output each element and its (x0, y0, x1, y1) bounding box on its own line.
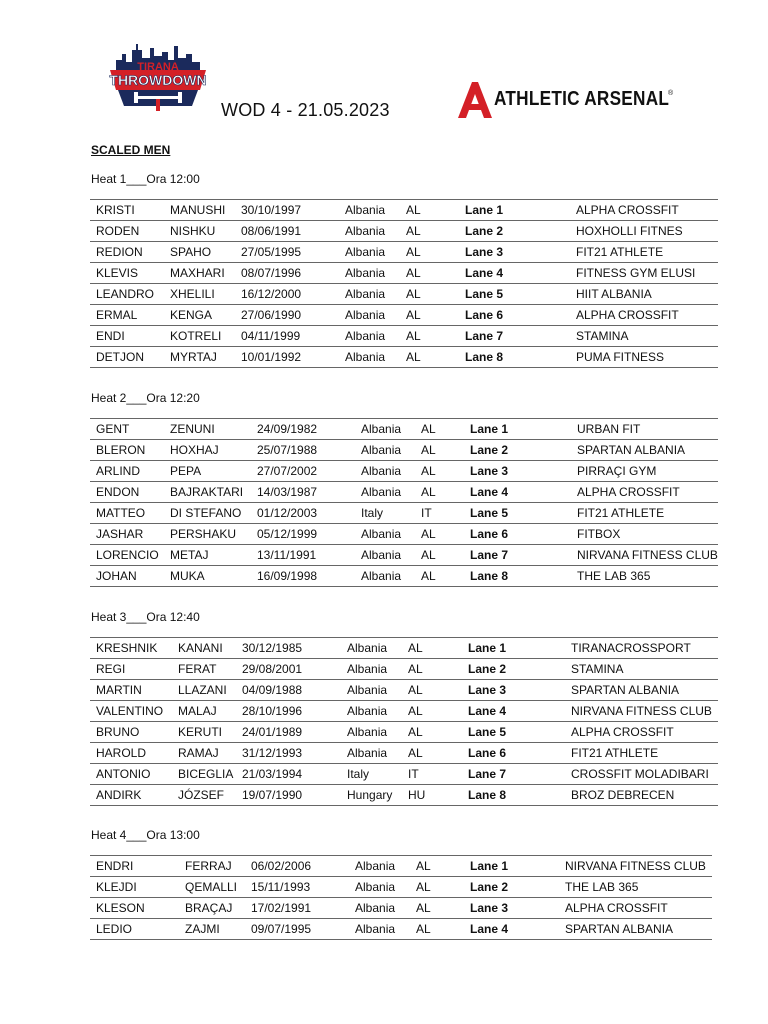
cell-code: AL (406, 308, 421, 322)
cell-last: BICEGLIA (178, 767, 234, 781)
cell-club: ALPHA CROSSFIT (571, 725, 674, 739)
cell-first: ENDON (96, 485, 140, 499)
cell-dob: 10/01/1992 (241, 350, 302, 364)
cell-lane: Lane 3 (465, 245, 504, 259)
cell-country: Albania (347, 746, 388, 760)
athletic-arsenal-a-icon (458, 80, 492, 120)
cell-country: Albania (345, 245, 386, 259)
cell-first: BRUNO (96, 725, 140, 739)
cell-lane: Lane 5 (468, 725, 507, 739)
cell-country: Albania (345, 203, 386, 217)
table-row (90, 722, 718, 743)
table-row (90, 347, 718, 368)
cell-dob: 24/01/1989 (242, 725, 303, 739)
cell-club: TIRANACROSSPORT (571, 641, 691, 655)
cell-last: KOTRELI (170, 329, 222, 343)
cell-lane: Lane 8 (465, 350, 504, 364)
cell-country: Albania (347, 662, 388, 676)
cell-first: KRESHNIK (96, 641, 158, 655)
cell-lane: Lane 1 (468, 641, 507, 655)
heat-3-title: Heat 3___Ora 12:40 (91, 610, 200, 624)
cell-last: LLAZANI (178, 683, 227, 697)
cell-lane: Lane 2 (470, 880, 509, 894)
cell-country: Albania (347, 683, 388, 697)
cell-code: AL (406, 266, 421, 280)
cell-lane: Lane 4 (468, 704, 507, 718)
cell-dob: 04/09/1988 (242, 683, 303, 697)
table-row (90, 524, 718, 545)
cell-dob: 08/06/1991 (241, 224, 302, 238)
cell-code: AL (416, 901, 431, 915)
cell-country: Albania (361, 527, 402, 541)
cell-dob: 05/12/1999 (257, 527, 318, 541)
cell-dob: 29/08/2001 (242, 662, 303, 676)
cell-lane: Lane 3 (468, 683, 507, 697)
cell-first: HAROLD (96, 746, 147, 760)
cell-last: KENGA (170, 308, 213, 322)
cell-country: Albania (347, 641, 388, 655)
cell-club: NIRVANA FITNESS CLUB (565, 859, 706, 873)
cell-first: ERMAL (96, 308, 138, 322)
cell-dob: 01/12/2003 (257, 506, 318, 520)
cell-last: MANUSHI (170, 203, 226, 217)
cell-last: QEMALLI (185, 880, 238, 894)
cell-club: FIT21 ATHLETE (576, 245, 664, 259)
cell-first: LEDIO (96, 922, 133, 936)
cell-code: AL (416, 922, 431, 936)
cell-dob: 27/05/1995 (241, 245, 302, 259)
cell-first: VALENTINO (96, 704, 164, 718)
cell-club: PUMA FITNESS (576, 350, 665, 364)
cell-country: Albania (361, 569, 402, 583)
cell-country: Albania (355, 880, 396, 894)
cell-dob: 06/02/2006 (251, 859, 312, 873)
cell-first: ANTONIO (96, 767, 151, 781)
cell-first: KLESON (96, 901, 145, 915)
cell-country: Albania (347, 725, 388, 739)
cell-last: MALAJ (178, 704, 217, 718)
cell-lane: Lane 3 (470, 901, 509, 915)
cell-code: IT (421, 506, 432, 520)
cell-dob: 24/09/1982 (257, 422, 318, 436)
cell-lane: Lane 2 (470, 443, 509, 457)
cell-lane: Lane 2 (465, 224, 504, 238)
cell-country: Albania (345, 224, 386, 238)
cell-dob: 31/12/1993 (242, 746, 303, 760)
cell-club: CROSSFIT MOLADIBARI (571, 767, 709, 781)
cell-first: DETJON (96, 350, 144, 364)
cell-country: Italy (361, 506, 384, 520)
cell-first: ENDI (96, 329, 125, 343)
cell-first: REGI (96, 662, 126, 676)
table-row (90, 440, 718, 461)
heat-3-table (90, 637, 718, 806)
table-row (90, 638, 718, 659)
cell-club: ALPHA CROSSFIT (576, 308, 679, 322)
cell-country: Italy (347, 767, 370, 781)
cell-country: Albania (355, 901, 396, 915)
cell-lane: Lane 7 (468, 767, 507, 781)
cell-last: KANANI (178, 641, 223, 655)
cell-club: STAMINA (571, 662, 624, 676)
cell-country: Hungary (347, 788, 393, 802)
cell-lane: Lane 2 (468, 662, 507, 676)
cell-first: RODEN (96, 224, 140, 238)
registered-mark: ® (668, 90, 674, 97)
cell-last: XHELILI (170, 287, 215, 301)
cell-club: HIIT ALBANIA (576, 287, 652, 301)
cell-code: AL (406, 245, 421, 259)
cell-code: AL (421, 443, 436, 457)
table-row (90, 566, 718, 587)
cell-lane: Lane 8 (468, 788, 507, 802)
cell-code: AL (408, 725, 423, 739)
cell-first: LEANDRO (96, 287, 155, 301)
cell-club: ALPHA CROSSFIT (565, 901, 668, 915)
cell-last: RAMAJ (178, 746, 219, 760)
cell-last: PEPA (170, 464, 202, 478)
cell-code: AL (408, 662, 423, 676)
cell-last: FERRAJ (185, 859, 232, 873)
cell-last: PERSHAKU (170, 527, 237, 541)
cell-code: AL (408, 683, 423, 697)
cell-club: FITBOX (577, 527, 621, 541)
cell-dob: 04/11/1999 (241, 329, 301, 343)
cell-lane: Lane 6 (468, 746, 507, 760)
cell-code: AL (406, 350, 421, 364)
cell-lane: Lane 4 (465, 266, 504, 280)
cell-last: METAJ (170, 548, 209, 562)
cell-dob: 21/03/1994 (242, 767, 303, 781)
cell-first: KLEVIS (96, 266, 139, 280)
cell-code: AL (421, 485, 436, 499)
cell-last: DI STEFANO (170, 506, 242, 520)
cell-dob: 25/07/1988 (257, 443, 318, 457)
cell-dob: 30/10/1997 (241, 203, 302, 217)
tirana-throwdown-logo (104, 40, 212, 118)
cell-country: Albania (345, 329, 386, 343)
table-row (90, 305, 718, 326)
cell-dob: 16/12/2000 (241, 287, 302, 301)
athletic-arsenal-text: ATHLETIC ARSENAL (494, 88, 670, 110)
cell-last: KERUTI (178, 725, 223, 739)
cell-first: ENDRI (96, 859, 134, 873)
table-row (90, 680, 718, 701)
cell-last: SPAHO (170, 245, 212, 259)
cell-code: AL (406, 329, 421, 343)
cell-club: BROZ DEBRECEN (571, 788, 675, 802)
cell-lane: Lane 4 (470, 485, 509, 499)
cell-country: Albania (345, 287, 386, 301)
cell-dob: 13/11/1991 (257, 548, 317, 562)
cell-dob: 17/02/1991 (251, 901, 312, 915)
cell-club: ALPHA CROSSFIT (577, 485, 680, 499)
table-row (90, 743, 718, 764)
table-row (90, 785, 718, 806)
table-row (90, 919, 712, 940)
cell-last: BAJRAKTARI (170, 485, 244, 499)
cell-first: JASHAR (96, 527, 144, 541)
cell-country: Albania (361, 548, 402, 562)
cell-country: Albania (355, 922, 396, 936)
cell-lane: Lane 1 (465, 203, 504, 217)
cell-dob: 19/07/1990 (242, 788, 303, 802)
cell-last: JÓZSEF (178, 788, 225, 802)
cell-code: AL (406, 203, 421, 217)
cell-last: HOXHAJ (170, 443, 219, 457)
cell-lane: Lane 5 (465, 287, 504, 301)
cell-country: Albania (361, 422, 402, 436)
cell-lane: Lane 6 (465, 308, 504, 322)
category-title: SCALED MEN (91, 143, 171, 157)
table-row (90, 326, 718, 347)
table-row (90, 200, 718, 221)
cell-first: KRISTI (96, 203, 135, 217)
cell-first: GENT (96, 422, 130, 436)
table-row (90, 242, 718, 263)
cell-country: Albania (355, 859, 396, 873)
cell-first: REDION (96, 245, 143, 259)
cell-club: URBAN FIT (577, 422, 641, 436)
table-row (90, 419, 718, 440)
cell-country: Albania (361, 485, 402, 499)
cell-code: IT (408, 767, 419, 781)
table-row (90, 764, 718, 785)
cell-last: MAXHARI (170, 266, 225, 280)
svg-text:TIRANA: TIRANA (137, 61, 179, 73)
cell-code: AL (408, 704, 423, 718)
cell-country: Albania (345, 266, 386, 280)
cell-code: AL (421, 422, 436, 436)
cell-code: HU (408, 788, 426, 802)
cell-dob: 30/12/1985 (242, 641, 303, 655)
svg-text:THROWDOWN: THROWDOWN (109, 72, 207, 88)
heat-1-table (90, 199, 718, 368)
cell-first: KLEJDI (96, 880, 137, 894)
wod-title: WOD 4 - 21.05.2023 (221, 100, 390, 120)
table-row (90, 503, 718, 524)
cell-first: BLERON (96, 443, 146, 457)
cell-club: THE LAB 365 (565, 880, 639, 894)
cell-club: NIRVANA FITNESS CLUB (571, 704, 712, 718)
table-row (90, 856, 712, 877)
cell-first: ANDIRK (96, 788, 142, 802)
cell-last: NISHKU (170, 224, 216, 238)
heat-4-title: Heat 4___Ora 13:00 (91, 828, 200, 842)
cell-code: AL (421, 527, 436, 541)
cell-code: AL (406, 224, 421, 238)
cell-code: AL (408, 641, 423, 655)
table-row (90, 701, 718, 722)
cell-first: JOHAN (96, 569, 137, 583)
cell-lane: Lane 4 (470, 922, 509, 936)
cell-last: MYRTAJ (170, 350, 217, 364)
cell-first: LORENCIO (96, 548, 159, 562)
cell-country: Albania (345, 350, 386, 364)
cell-club: SPARTAN ALBANIA (565, 922, 674, 936)
table-row (90, 545, 718, 566)
heat-2-title: Heat 2___Ora 12:20 (91, 391, 200, 405)
cell-country: Albania (345, 308, 386, 322)
cell-code: AL (421, 569, 436, 583)
table-row (90, 284, 718, 305)
cell-club: FITNESS GYM ELUSI (576, 266, 696, 280)
cell-first: MARTIN (96, 683, 142, 697)
heat-1-title: Heat 1___Ora 12:00 (91, 172, 200, 186)
cell-country: Albania (361, 464, 402, 478)
cell-dob: 27/07/2002 (257, 464, 318, 478)
cell-dob: 08/07/1996 (241, 266, 302, 280)
cell-club: FIT21 ATHLETE (571, 746, 659, 760)
cell-club: SPARTAN ALBANIA (577, 443, 686, 457)
cell-last: FERAT (178, 662, 217, 676)
cell-lane: Lane 1 (470, 859, 509, 873)
table-row (90, 263, 718, 284)
cell-first: ARLIND (96, 464, 141, 478)
cell-club: HOXHOLLI FITNES (576, 224, 683, 238)
table-row (90, 877, 712, 898)
tirana-throwdown-logo-icon (104, 40, 212, 118)
cell-lane: Lane 6 (470, 527, 509, 541)
cell-last: ZAJMI (185, 922, 220, 936)
cell-country: Albania (347, 704, 388, 718)
cell-last: MUKA (170, 569, 205, 583)
cell-dob: 09/07/1995 (251, 922, 312, 936)
table-row (90, 659, 718, 680)
cell-code: AL (408, 746, 423, 760)
cell-dob: 28/10/1996 (242, 704, 303, 718)
heat-2-table (90, 418, 718, 587)
cell-dob: 14/03/1987 (257, 485, 318, 499)
cell-lane: Lane 1 (470, 422, 509, 436)
cell-dob: 27/06/1990 (241, 308, 302, 322)
cell-code: AL (421, 548, 436, 562)
table-row (90, 461, 718, 482)
cell-dob: 15/11/1993 (251, 880, 311, 894)
cell-lane: Lane 7 (465, 329, 504, 343)
cell-last: ZENUNI (170, 422, 215, 436)
heat-4-table (90, 855, 712, 940)
cell-dob: 16/09/1998 (257, 569, 318, 583)
cell-club: NIRVANA FITNESS CLUB (577, 548, 718, 562)
cell-club: THE LAB 365 (577, 569, 651, 583)
cell-club: SPARTAN ALBANIA (571, 683, 680, 697)
cell-code: AL (416, 880, 431, 894)
cell-club: PIRRAÇI GYM (577, 464, 657, 478)
table-row (90, 482, 718, 503)
table-row (90, 898, 712, 919)
cell-code: AL (421, 464, 436, 478)
cell-lane: Lane 7 (470, 548, 509, 562)
athletic-arsenal-logo (458, 80, 678, 124)
cell-club: FIT21 ATHLETE (577, 506, 665, 520)
cell-lane: Lane 8 (470, 569, 509, 583)
cell-club: ALPHA CROSSFIT (576, 203, 679, 217)
cell-first: MATTEO (96, 506, 146, 520)
cell-lane: Lane 5 (470, 506, 509, 520)
cell-club: STAMINA (576, 329, 629, 343)
table-row (90, 221, 718, 242)
cell-last: BRAÇAJ (185, 901, 233, 915)
cell-country: Albania (361, 443, 402, 457)
cell-code: AL (416, 859, 431, 873)
cell-lane: Lane 3 (470, 464, 509, 478)
cell-code: AL (406, 287, 421, 301)
